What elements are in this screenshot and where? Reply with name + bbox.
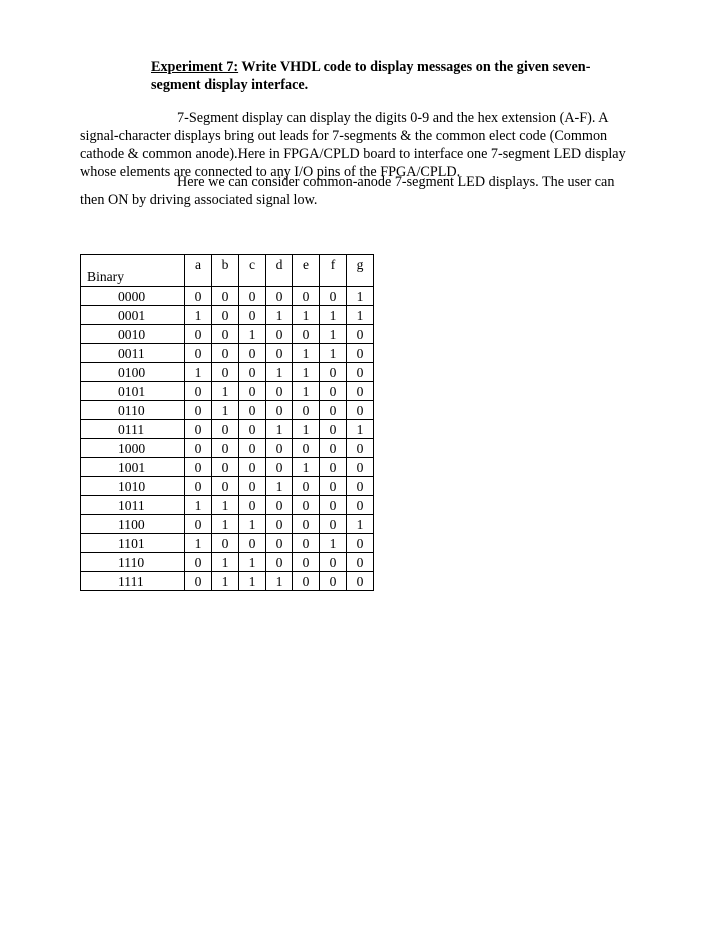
segment-bit-cell: 0	[293, 515, 320, 534]
segment-bit-cell: 1	[293, 420, 320, 439]
segment-bit-cell: 1	[347, 306, 374, 325]
segment-bit-cell: 0	[239, 344, 266, 363]
segment-bit-cell: 1	[266, 306, 293, 325]
segment-bit-cell: 0	[185, 325, 212, 344]
segment-bit-cell: 1	[266, 477, 293, 496]
segment-bit-cell: 0	[239, 496, 266, 515]
segment-bit-cell: 0	[347, 477, 374, 496]
segment-bit-cell: 1	[212, 572, 239, 591]
binary-cell: 1001	[81, 458, 185, 477]
segment-bit-cell: 0	[266, 534, 293, 553]
segment-bit-cell: 0	[212, 287, 239, 306]
segment-bit-cell: 0	[320, 572, 347, 591]
binary-cell: 0101	[81, 382, 185, 401]
common-anode-paragraph: Here we can consider common-anode 7-segment LED displays. The user can then ON by driving associated signal low.	[80, 174, 615, 208]
segment-column-header: a	[185, 255, 212, 287]
segment-bit-cell: 1	[320, 344, 347, 363]
binary-cell: 0111	[81, 420, 185, 439]
segment-bit-cell: 1	[293, 306, 320, 325]
table-row	[81, 572, 374, 591]
segment-bit-cell: 0	[239, 534, 266, 553]
table-row	[81, 458, 374, 477]
segment-bit-cell: 0	[347, 401, 374, 420]
segment-bit-cell: 0	[185, 344, 212, 363]
segment-bit-cell: 0	[239, 458, 266, 477]
segment-column-header: d	[266, 255, 293, 287]
segment-bit-cell: 1	[212, 401, 239, 420]
segment-bit-cell: 0	[212, 439, 239, 458]
segment-bit-cell: 1	[293, 458, 320, 477]
table-row	[81, 553, 374, 572]
segment-bit-cell: 0	[347, 382, 374, 401]
segment-bit-cell: 0	[212, 344, 239, 363]
segment-bit-cell: 1	[347, 420, 374, 439]
segment-bit-cell: 0	[293, 439, 320, 458]
segment-bit-cell: 0	[320, 287, 347, 306]
segment-bit-cell: 1	[185, 306, 212, 325]
segment-bit-cell: 0	[320, 439, 347, 458]
segment-bit-cell: 0	[320, 420, 347, 439]
segment-bit-cell: 0	[266, 287, 293, 306]
binary-cell: 1000	[81, 439, 185, 458]
segment-bit-cell: 1	[212, 382, 239, 401]
segment-bit-cell: 0	[185, 458, 212, 477]
segment-bit-cell: 0	[320, 553, 347, 572]
segment-bit-cell: 1	[212, 496, 239, 515]
segment-bit-cell: 0	[239, 382, 266, 401]
binary-cell: 0100	[81, 363, 185, 382]
table-row	[81, 420, 374, 439]
segment-bit-cell: 0	[185, 477, 212, 496]
table-row	[81, 325, 374, 344]
segment-bit-cell: 0	[212, 458, 239, 477]
segment-bit-cell: 0	[239, 306, 266, 325]
segment-bit-cell: 0	[266, 382, 293, 401]
segment-bit-cell: 0	[212, 363, 239, 382]
segment-bit-cell: 1	[185, 363, 212, 382]
table-row	[81, 382, 374, 401]
segment-bit-cell: 1	[212, 515, 239, 534]
table-row	[81, 496, 374, 515]
segment-bit-cell: 0	[185, 401, 212, 420]
segment-bit-cell: 0	[347, 458, 374, 477]
segment-bit-cell: 0	[293, 287, 320, 306]
segment-bit-cell: 0	[266, 401, 293, 420]
segment-bit-cell: 0	[239, 363, 266, 382]
segment-bit-cell: 1	[347, 515, 374, 534]
segment-bit-cell: 0	[239, 287, 266, 306]
segment-bit-cell: 0	[185, 382, 212, 401]
segment-bit-cell: 1	[266, 572, 293, 591]
segment-bit-cell: 0	[185, 515, 212, 534]
binary-cell: 1101	[81, 534, 185, 553]
binary-cell: 1111	[81, 572, 185, 591]
segment-bit-cell: 0	[347, 496, 374, 515]
segment-bit-cell: 1	[239, 515, 266, 534]
table-row	[81, 363, 374, 382]
segment-bit-cell: 0	[293, 401, 320, 420]
segment-bit-cell: 0	[212, 534, 239, 553]
segment-bit-cell: 0	[185, 572, 212, 591]
table-row	[81, 401, 374, 420]
segment-bit-cell: 0	[293, 553, 320, 572]
segment-bit-cell: 0	[212, 420, 239, 439]
segment-bit-cell: 1	[347, 287, 374, 306]
table-row	[81, 344, 374, 363]
segment-bit-cell: 0	[347, 325, 374, 344]
experiment-heading	[151, 58, 621, 94]
segment-bit-cell: 0	[320, 496, 347, 515]
segment-bit-cell: 1	[293, 382, 320, 401]
segment-bit-cell: 0	[239, 439, 266, 458]
segment-bit-cell: 0	[293, 534, 320, 553]
segment-bit-cell: 1	[212, 553, 239, 572]
segment-bit-cell: 0	[320, 363, 347, 382]
segment-bit-cell: 0	[185, 553, 212, 572]
segment-bit-cell: 0	[320, 458, 347, 477]
segment-column-header: g	[347, 255, 374, 287]
binary-cell: 0110	[81, 401, 185, 420]
segment-bit-cell: 0	[266, 553, 293, 572]
segment-bit-cell: 0	[347, 553, 374, 572]
segment-bit-cell: 0	[347, 363, 374, 382]
segment-bit-cell: 0	[212, 306, 239, 325]
table-row	[81, 287, 374, 306]
segment-bit-cell: 1	[266, 363, 293, 382]
segment-bit-cell: 1	[293, 363, 320, 382]
segment-bit-cell: 0	[347, 534, 374, 553]
segment-bit-cell: 1	[185, 496, 212, 515]
segment-column-header: e	[293, 255, 320, 287]
segment-bit-cell: 0	[185, 287, 212, 306]
segment-bit-cell: 0	[320, 401, 347, 420]
segment-bit-cell: 0	[320, 515, 347, 534]
segment-bit-cell: 1	[239, 572, 266, 591]
segment-bit-cell: 0	[185, 420, 212, 439]
binary-cell: 1110	[81, 553, 185, 572]
segment-bit-cell: 0	[320, 477, 347, 496]
segment-bit-cell: 0	[347, 344, 374, 363]
table-row	[81, 306, 374, 325]
segment-bit-cell: 0	[266, 344, 293, 363]
segment-column-header: f	[320, 255, 347, 287]
table-row	[81, 477, 374, 496]
segment-bit-cell: 0	[347, 439, 374, 458]
binary-cell: 1100	[81, 515, 185, 534]
segment-bit-cell: 0	[293, 496, 320, 515]
binary-cell: 0010	[81, 325, 185, 344]
segment-bit-cell: 0	[293, 477, 320, 496]
segment-bit-cell: 1	[293, 344, 320, 363]
seven-segment-truth-table	[80, 254, 374, 591]
binary-cell: 1011	[81, 496, 185, 515]
segment-bit-cell: 1	[266, 420, 293, 439]
binary-cell: 0000	[81, 287, 185, 306]
segment-bit-cell: 0	[239, 420, 266, 439]
segment-bit-cell: 0	[320, 382, 347, 401]
segment-bit-cell: 1	[320, 325, 347, 344]
segment-bit-cell: 0	[239, 401, 266, 420]
segment-bit-cell: 1	[320, 534, 347, 553]
table-row	[81, 534, 374, 553]
binary-cell: 0011	[81, 344, 185, 363]
segment-column-header: b	[212, 255, 239, 287]
binary-cell: 0001	[81, 306, 185, 325]
segment-bit-cell: 0	[293, 572, 320, 591]
experiment-label: Experiment 7:	[151, 59, 239, 75]
segment-bit-cell: 0	[212, 477, 239, 496]
segment-bit-cell: 1	[239, 325, 266, 344]
segment-bit-cell: 0	[239, 477, 266, 496]
segment-bit-cell: 1	[320, 306, 347, 325]
experiment-title: Write VHDL code to display messages on the given seven-segment display interface.	[151, 59, 591, 93]
segment-bit-cell: 1	[185, 534, 212, 553]
segment-column-header: c	[239, 255, 266, 287]
segment-bit-cell: 0	[212, 325, 239, 344]
table-row	[81, 439, 374, 458]
table-row	[81, 515, 374, 534]
binary-cell: 1010	[81, 477, 185, 496]
segment-bit-cell: 0	[266, 458, 293, 477]
segment-bit-cell: 0	[266, 496, 293, 515]
segment-bit-cell: 0	[347, 572, 374, 591]
segment-bit-cell: 0	[185, 439, 212, 458]
table-header-row	[81, 255, 374, 287]
segment-bit-cell: 1	[239, 553, 266, 572]
segment-bit-cell: 0	[266, 439, 293, 458]
segment-bit-cell: 0	[293, 325, 320, 344]
binary-column-header: Binary	[81, 255, 185, 287]
segment-bit-cell: 0	[266, 325, 293, 344]
intro-paragraph: 7-Segment display can display the digits 0-9 and the hex extension (A-F). A signal-character displays bring out leads for 7-segments & the common elect code (Common cathode & common anode).Here in FPGA/CPLD board to interface one 7-segment LED display whose elements are connected to any I/O pins of the FPGA/CPLD.	[80, 110, 626, 180]
segment-bit-cell: 0	[266, 515, 293, 534]
